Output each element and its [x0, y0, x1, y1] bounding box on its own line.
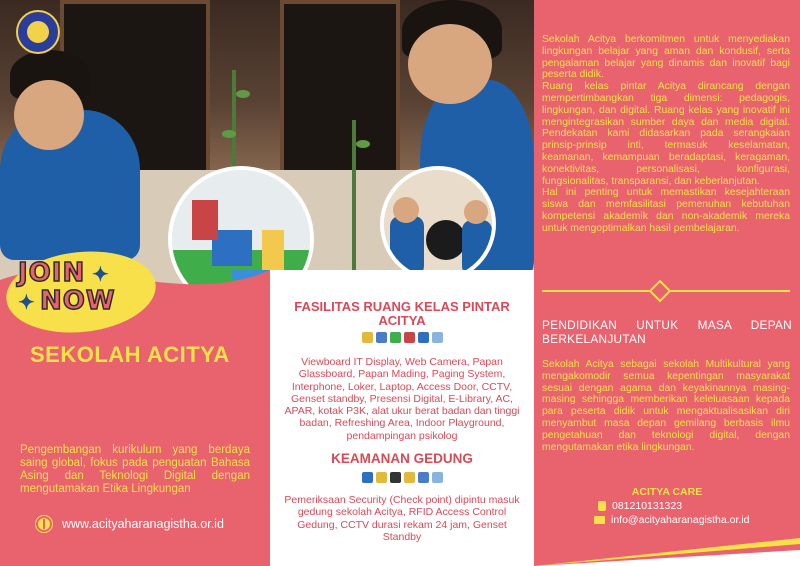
facilities-list: Viewboard IT Display, Web Camera, Papan Glassboard, Papan Mading, Paging System, Interphone, Loker, Laptop, Access Door, CCTV, Genset standby, Presensi Digital, E-Library, AC, APAR, kotak P3K, alat ukur berat badan dan tinggi badan, Refreshing Area, Indoor Playground, pendampingan psikolog [284, 356, 520, 442]
students-globe-photo [380, 166, 496, 282]
mail-icon [594, 516, 605, 524]
photo-leaf [222, 130, 236, 138]
cctv-icon [432, 332, 443, 343]
corner-stripe-decoration [534, 530, 800, 566]
board-icon [390, 332, 401, 343]
genset-icon [432, 472, 443, 483]
sustainable-education-heading: PENDIDIKAN UNTUK MASA DEPAN BERKELANJUTAN [542, 318, 792, 346]
camera-icon [376, 332, 387, 343]
intro-paragraphs [542, 34, 790, 235]
photo-window-right [280, 0, 400, 190]
photo-leaf [236, 90, 250, 98]
facilities-heading: FASILITAS RUANG KELAS PINTAR ACITYA [294, 299, 510, 328]
phone-contact[interactable] [598, 500, 682, 512]
wellbeing-paragraph: Hal ini penting untuk memastikan kesejahteraan siswa dan memfasilitasi pemenuhan kebutuhan kompetensi akademik dan non-akademik mereka untuk mengoptimalkan hasil pembelajaran. [542, 187, 790, 234]
email-address: info@acityaharanagistha.or.id [611, 514, 750, 526]
website-url: www.acityaharanagistha.or.id [62, 517, 224, 531]
guard-icon [362, 472, 373, 483]
smart-classroom-paragraph: Ruang kelas pintar Acitya dirancang dengan mempertimbangkan tiga dimensi: pedagogis, lingkungan, dan digital. Ruang kelas yang inovatif ini mengintegrasikan sumber daya dan media digital. Pendekatan kami didasarkan pada serangkaian prinsip-prinsip inti, termasuk keselamatan, keamanan, kemampuan beradaptasi, keragaman, konektivitas, personalisasi, konfigurasi, fungsionalitas, transparansi, dan keberlanjutan. [542, 81, 790, 187]
care-title: ACITYA CARE [631, 486, 703, 498]
facilities-icons [270, 332, 534, 343]
join-text: JOIN [18, 258, 86, 288]
sparkle-icon: ✦ [92, 264, 109, 286]
multicultural-paragraph: Sekolah Acitya sebagai sekolah Multikultural yang mengakomodir semua kepentingan masyarakat sesuai dengan agama dan keyakinannya masing-masing sehingga memberikan keleluasaan kepada para peserta didik untuk mengaktualisasikan diri menyambut masa depan gemilang berbasis ilmu pengetahuan dan teknologi digital, dengan mengutamakan etika lingkungan. [542, 359, 790, 453]
photo-face [14, 80, 84, 150]
commitment-paragraph: Sekolah Acitya berkomitmen untuk menyediakan lingkungan belajar yang aman dan kondusif, serta pengalaman belajar yang dinamis dan inovatif bagi peserta didik. [542, 34, 790, 81]
phone-device-icon [390, 472, 401, 483]
locker-icon [404, 332, 415, 343]
scanner-icon [376, 472, 387, 483]
photo-face [408, 24, 492, 104]
now-text: NOW [40, 286, 116, 316]
security-icons [270, 472, 534, 483]
cctv-icon [418, 472, 429, 483]
security-heading: KEAMANAN GEDUNG [331, 451, 473, 466]
security-description: Pemeriksaan Security (Check point) dipintu masuk gedung sekolah Acitya, RFID Access Control Gedung, CCTV durasi rekam 24 jam, Genset Standby [284, 494, 520, 543]
sparkle-icon: ✦ [18, 292, 35, 314]
email-contact[interactable] [594, 514, 750, 526]
phone-number: 081210131323 [612, 500, 683, 512]
website-link[interactable] [36, 516, 224, 532]
school-crest-icon [16, 10, 60, 54]
school-name: SEKOLAH ACITYA [30, 342, 230, 367]
laptop-icon [418, 332, 429, 343]
phone-icon [598, 501, 606, 511]
curriculum-description: Pengembangan kurikulum yang berdaya saing global, fokus pada penguatan Bahasa Asing dan Teknologi Digital dengan mengutamakan Etika Lingkungan [20, 444, 250, 495]
globe-icon [36, 516, 52, 532]
rfid-icon [404, 472, 415, 483]
photo-leaf [356, 140, 370, 148]
display-icon [362, 332, 373, 343]
